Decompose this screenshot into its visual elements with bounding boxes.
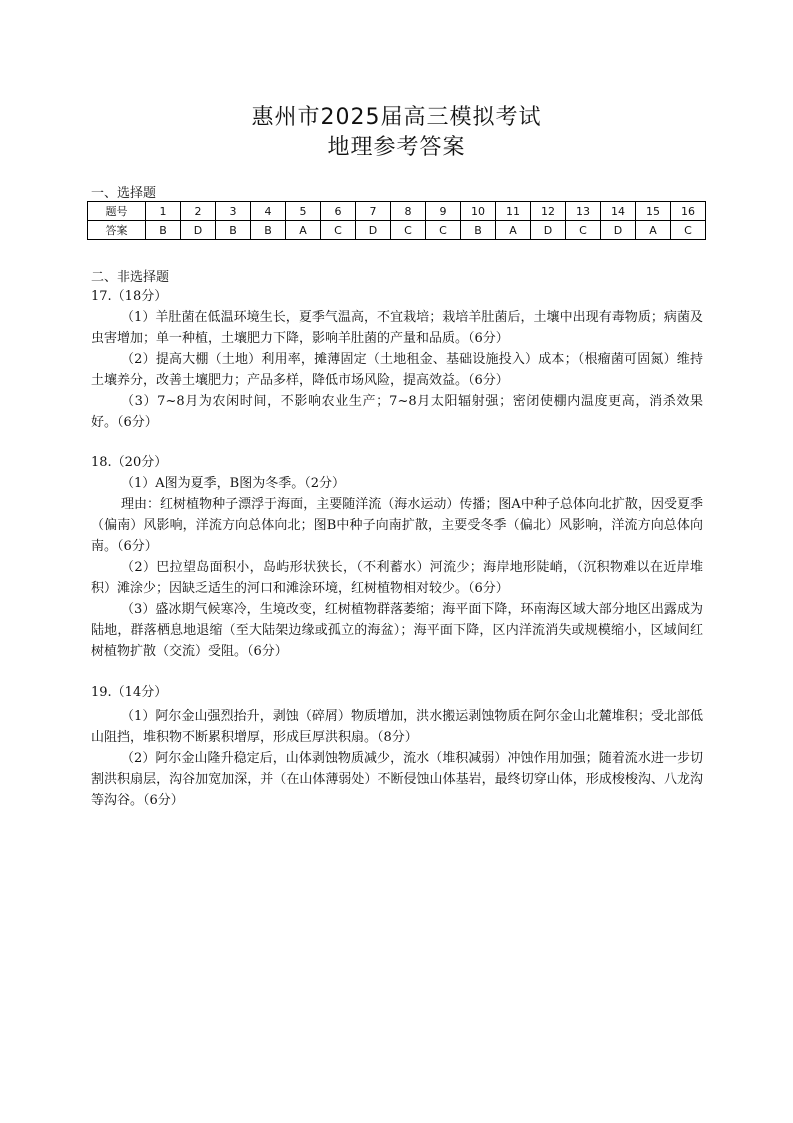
question-number: 3 bbox=[216, 202, 251, 221]
answer-cell: C bbox=[321, 221, 356, 240]
answer-cell: A bbox=[636, 221, 671, 240]
question-17 bbox=[91, 286, 703, 433]
question-number: 1 bbox=[146, 202, 181, 221]
row-label-number: 题号 bbox=[88, 202, 146, 221]
answer-cell: A bbox=[286, 221, 321, 240]
question-19-heading: 19.（14分） bbox=[91, 685, 168, 700]
answer-cell: C bbox=[426, 221, 461, 240]
question-18-answer-3: （3）盛冰期气候寒冷，生境改变，红树植物群落萎缩；海平面下降，环南海区域大部分地区出露成为陆地，群落栖息地退缩（至大陆架边缘或孤立的海盆）；海平面下降，区内洋流消失或规模缩小，区域间红树植物扩散（交流）受阻。（6分） bbox=[91, 602, 703, 659]
table-row-answers bbox=[88, 221, 706, 240]
question-19 bbox=[91, 682, 703, 811]
question-17-answer-2: （2）提高大棚（土地）利用率，摊薄固定（土地租金、基础设施投入）成本；（根瘤菌可固氮）维持土壤养分，改善土壤肥力；产品多样，降低市场风险，提高效益。（6分） bbox=[91, 352, 703, 388]
question-19-answer-2: （2）阿尔金山隆升稳定后，山体剥蚀物质减少，流水（堆积减弱）冲蚀作用加强；随着流水进一步切割洪积扇层，沟谷加宽加深，并（在山体薄弱处）不断侵蚀山体基岩，最终切穿山体，形成梭梭沟、八龙沟等沟谷。（6分） bbox=[91, 751, 703, 808]
answer-cell: D bbox=[181, 221, 216, 240]
question-number: 4 bbox=[251, 202, 286, 221]
answer-cell: D bbox=[356, 221, 391, 240]
question-17-answer-3: （3）7~8月为农闲时间，不影响农业生产；7~8月太阳辐射强；密闭使棚内温度更高，消杀效果好。（6分） bbox=[91, 394, 703, 430]
question-number: 14 bbox=[601, 202, 636, 221]
answer-cell: B bbox=[461, 221, 496, 240]
question-number: 6 bbox=[321, 202, 356, 221]
question-19-answer-1: （1）阿尔金山强烈抬升，剥蚀（碎屑）物质增加，洪水搬运剥蚀物质在阿尔金山北麓堆积；受北部低山阻挡，堆积物不断累积增厚，形成巨厚洪积扇。（8分） bbox=[91, 709, 703, 745]
table-row-numbers bbox=[88, 202, 706, 221]
answer-cell: C bbox=[566, 221, 601, 240]
question-17-answer-1: （1）羊肚菌在低温环境生长，夏季气温高，不宜栽培；栽培羊肚菌后，土壤中出现有毒物质；病菌及虫害增加；单一种植，土壤肥力下降，影响羊肚菌的产量和品质。（6分） bbox=[91, 310, 703, 346]
question-number: 13 bbox=[566, 202, 601, 221]
answer-cell: D bbox=[601, 221, 636, 240]
answer-cell: C bbox=[391, 221, 426, 240]
answer-cell: B bbox=[251, 221, 286, 240]
question-number: 16 bbox=[671, 202, 706, 221]
question-number: 7 bbox=[356, 202, 391, 221]
question-18-answer-1: （1）A图为夏季，B图为冬季。（2分） bbox=[121, 476, 345, 491]
question-number: 12 bbox=[531, 202, 566, 221]
question-number: 5 bbox=[286, 202, 321, 221]
question-18 bbox=[91, 452, 703, 662]
row-label-answer: 答案 bbox=[88, 221, 146, 240]
question-18-heading: 18.（20分） bbox=[91, 455, 168, 470]
section-heading-choice: 一、选择题 bbox=[91, 186, 157, 201]
answer-cell: B bbox=[216, 221, 251, 240]
question-number: 11 bbox=[496, 202, 531, 221]
question-number: 9 bbox=[426, 202, 461, 221]
question-18-reason: 理由：红树植物种子漂浮于海面，主要随洋流（海水运动）传播；图A中种子总体向北扩散，因受夏季（偏南）风影响，洋流方向总体向北；图B中种子向南扩散，主要受冬季（偏北）风影响，洋流方向总体向南。（6分） bbox=[91, 497, 703, 554]
answer-cell: C bbox=[671, 221, 706, 240]
question-number: 8 bbox=[391, 202, 426, 221]
question-number: 10 bbox=[461, 202, 496, 221]
answer-cell: D bbox=[531, 221, 566, 240]
question-18-answer-2: （2）巴拉望岛面积小，岛屿形状狭长，（不利蓄水）河流少；海岸地形陡峭，（沉积物难以在近岸堆积）滩涂少；因缺乏适生的河口和滩涂环境，红树植物相对较少。（6分） bbox=[91, 560, 703, 596]
page-title: 惠州市2025届高三模拟考试 bbox=[251, 105, 542, 130]
question-17-heading: 17.（18分） bbox=[91, 289, 168, 304]
answer-cell: B bbox=[146, 221, 181, 240]
answer-cell: A bbox=[496, 221, 531, 240]
question-number: 15 bbox=[636, 202, 671, 221]
section-heading-nonchoice: 二、非选择题 bbox=[91, 270, 170, 285]
question-number: 2 bbox=[181, 202, 216, 221]
page-subtitle: 地理参考答案 bbox=[327, 135, 466, 160]
answer-table bbox=[87, 201, 706, 240]
